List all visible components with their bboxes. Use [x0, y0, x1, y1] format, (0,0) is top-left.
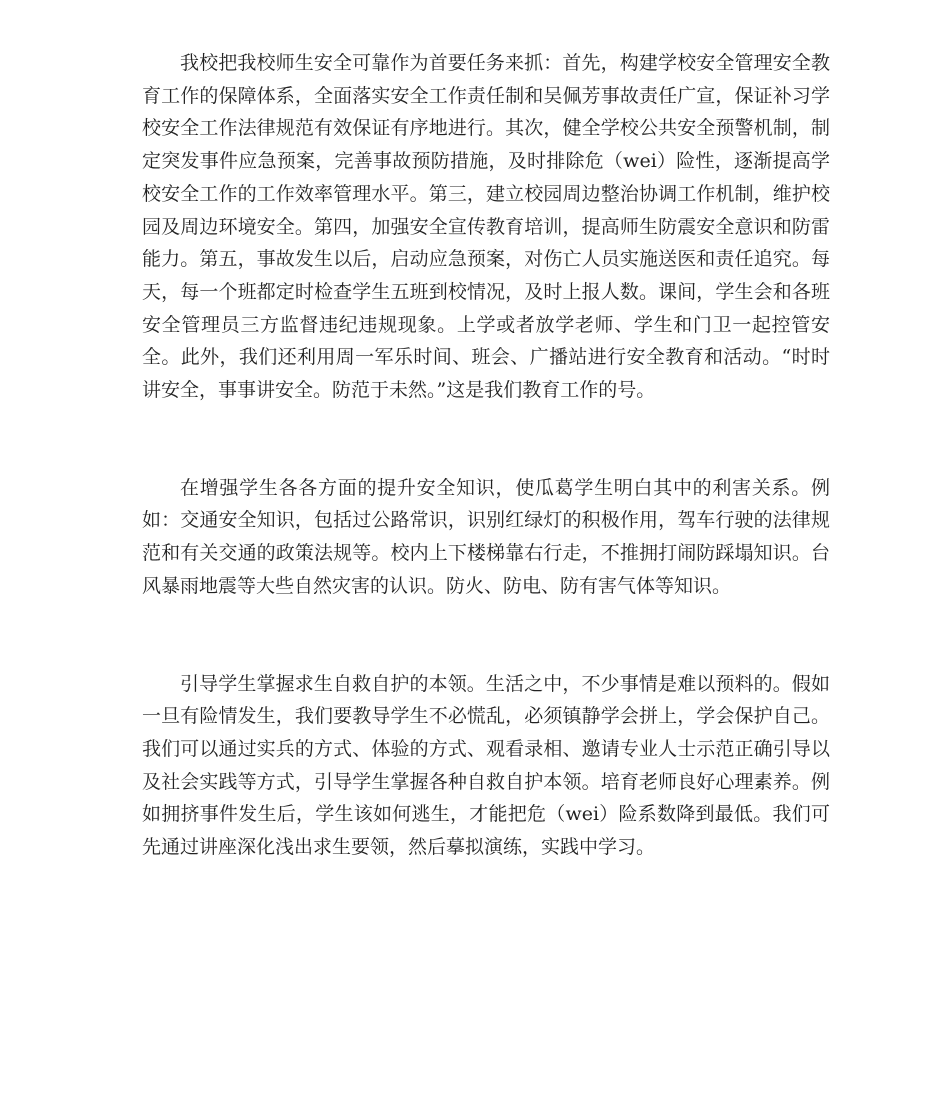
paragraph-self-rescue: 引导学生掌握求生自救自护的本领。生活之中，不少事情是难以预料的。假如一旦有险情发生，我们要教导学生不必慌乱，必须镇静学会拼上，学会保护自己。我们可以通过实兵的方式、体验的方式、观看录相、邀请专业人士示范正确引导以及社会实践等方式，引导学生掌握各种自救自护本领。培育老师良好心理素养。例如拥挤事件发生后，学生该如何逃生，才能把危（wei）险系数降到最低。我们可先通过讲座深化浅出求生要领，然后摹拟演练，实践中学习。: [142, 672, 830, 859]
paragraph-safety-knowledge: 在增强学生各各方面的提升安全知识，使瓜葛学生明白其中的利害关系。例如：交通安全知识，包括过公路常识，识别红绿灯的积极作用，驾车行驶的法律规范和有关交通的政策法规等。校内上下楼梯靠右行走，不推拥打闹防踩塌知识。台风暴雨地震等大些自然灾害的认识。防火、防电、防有害气体等知识。: [142, 476, 830, 597]
paragraph-spacer: [142, 407, 830, 472]
paragraph-safety-management: 我校把我校师生安全可靠作为首要任务来抓：首先，构建学校安全管理安全教育工作的保障体系，全面落实安全工作责任制和吴佩芳事故责任广宣，保证补习学校安全工作法律规范有效保证有序地进行。其次，健全学校公共安全预警机制，制定突发事件应急预案，完善事故预防措施，及时排除危（wei）险性，逐渐提高学校安全工作的工作效率管理水平。第三，建立校园周边整治协调工作机制，维护校园及周边环境安全。第四，加强安全宣传教育培训，提高师生防震安全意识和防雷能力。第五，事故发生以后，启动应急预案，对伤亡人员实施送医和责任追究。每天，每一个班都定时检查学生五班到校情况，及时上报人数。课间，学生会和各班安全管理员三方监督违纪违规现象。上学或者放学老师、学生和门卫一起控管安全。此外，我们还利用周一军乐时间、班会、广播站进行安全教育和活动。“时时讲安全，事事讲安全。防范于未然。”这是我们教育工作的号。: [142, 52, 830, 402]
document-page: [142, 47, 830, 864]
paragraph-spacer: [142, 603, 830, 668]
